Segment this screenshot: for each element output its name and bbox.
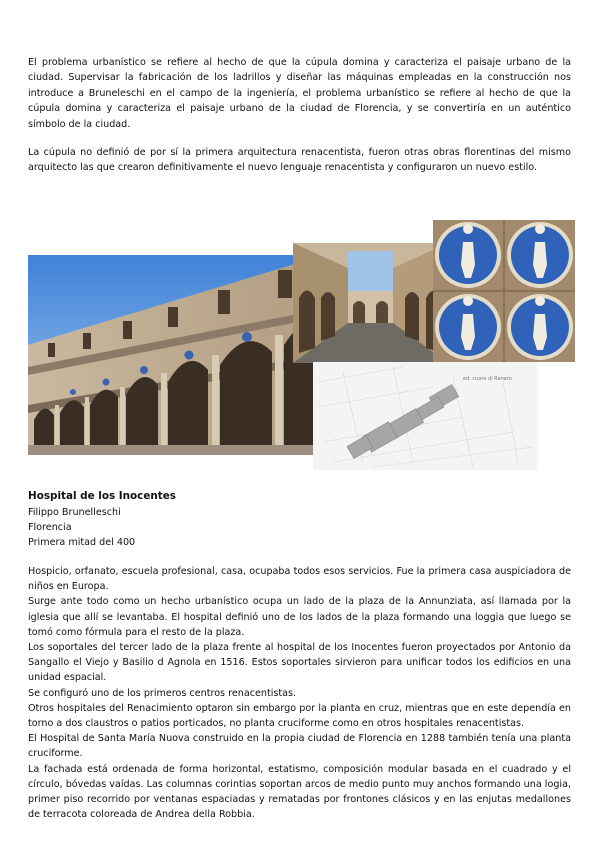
body-paragraph: Otros hospitales del Renacimiento optaron sin embargo por la planta en cruz, mientras que en este dependía en torno a dos claustros o patios porticados, no planta cruciforme como en otros hospitales renacentistas. (28, 702, 571, 730)
body-text (28, 564, 571, 822)
body-paragraph: Se configuró uno de los primeros centros renacentistas. (28, 687, 297, 699)
intro-paragraph-1: El problema urbanístico se refiere al hecho de que la cúpula domina y caracteriza el paisaje urbano de la ciudad. Supervisar la fabricación de los ladrillos y diseñar las máquinas empleadas en la construcción nos introduce a Bruneleschi en el campo de la ingeniería, el problema urbanístico se refiere al hecho de que la cúpula domina y caracteriza el paisaje urbano de la ciudad de Florencia, y se convertiría en un auténtico símbolo de la ciudad. (28, 57, 571, 130)
caption-author: Filippo Brunelleschi (28, 507, 121, 518)
plan-label: ed. cuore di Ranero (463, 376, 512, 382)
intro-paragraph-2: La cúpula no definió de por sí la primera arquitectura renacentista, fueron otras obras florentinas del mismo arquitecto las que crearon definitivamente el nuevo lenguaje renacentista y configuraron un nuevo estilo. (28, 147, 571, 174)
caption-city: Florencia (28, 522, 72, 533)
caption-date: Primera mitad del 400 (28, 537, 136, 548)
body-paragraph: Surge ante todo como un hecho urbanístico ocupa un lado de la plaza de la Annunziata, así llamada por la iglesia que allí se levantaba. El hospital definió uno de los lados de la plaza formando una loggia que luego se tomó como fórmula para el resto de la plaza. (28, 596, 571, 638)
facade-photo (28, 255, 318, 455)
medallions-photo (433, 220, 575, 362)
courtyard-photo (293, 243, 448, 363)
caption-title: Hospital de los Inocentes (28, 490, 176, 502)
body-paragraph: Los soportales del tercer lado de la plaza frente al hospital de los Inocentes fueron proyectados por Antonio da Sangallo el Viejo y Basilio d Agnola en 1516. Estos soportales sirvieron para unificar todos los edificios en una unidad espacial. (28, 642, 571, 684)
body-paragraph: El Hospital de Santa María Nuova construido en la propia ciudad de Florencia en 1288 también tenía una planta cruciforme. (28, 733, 571, 760)
body-paragraph: Hospicio, orfanato, escuela profesional, casa, ocupaba todos esos servicios. Fue la primera casa auspiciadora de niños en Europa. (28, 566, 571, 593)
body-paragraph: La fachada está ordenada de forma horizontal, estatismo, composición modular basada en el cuadrado y el círculo, bóvedas vaídas. Las columnas corintias soportan arcos de medio punto muy anchos formando una logia, primer piso recorrido por ventanas espaciadas y rematadas por frontones clásicos y en las enjutas medallones de terracota coloreada de Andrea della Robbia. (28, 763, 571, 821)
floor-plan-drawing (313, 362, 538, 470)
